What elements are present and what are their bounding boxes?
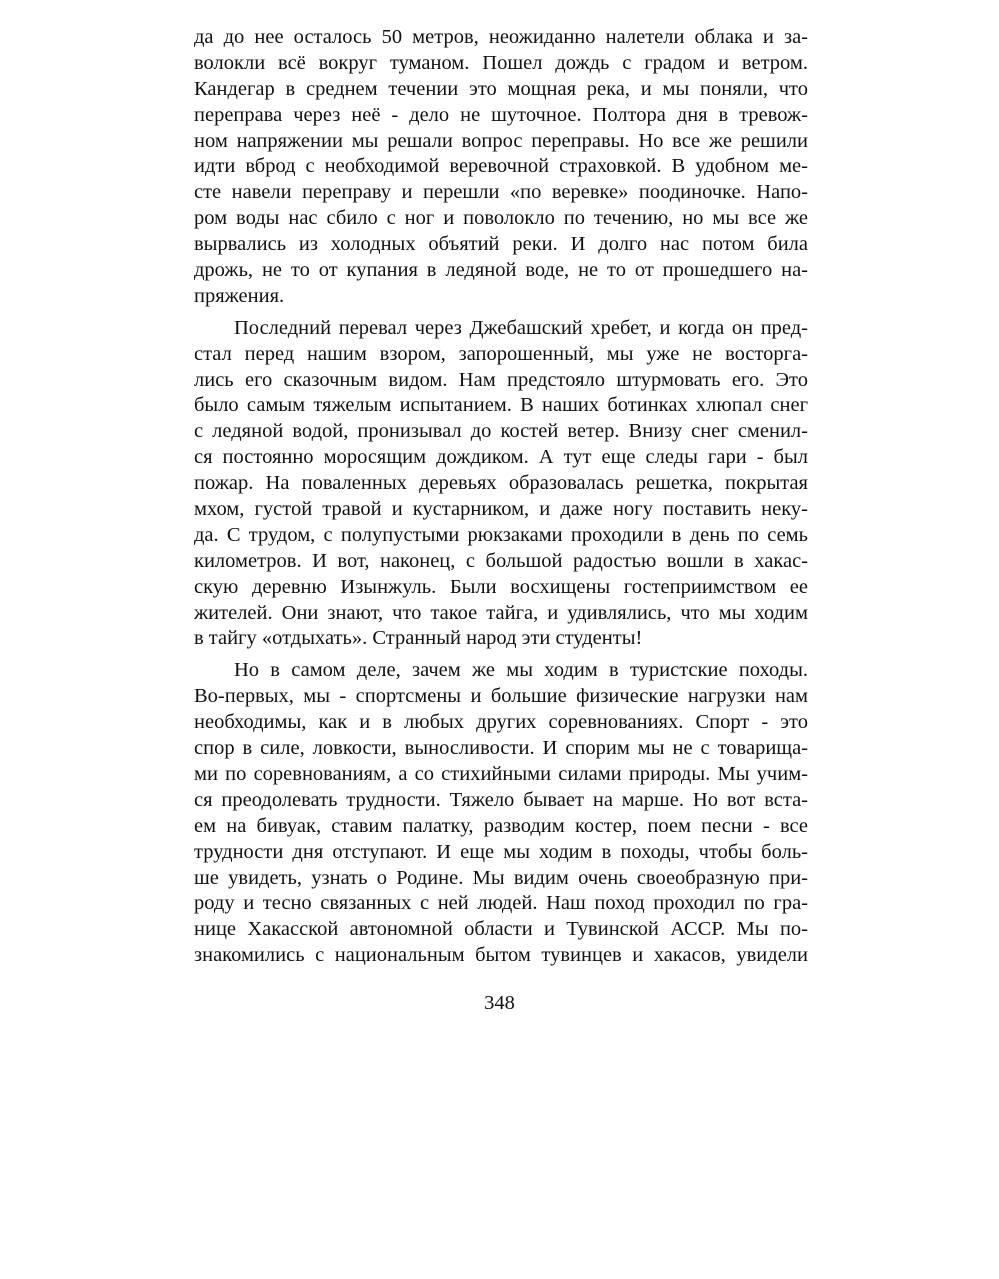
page-body xyxy=(194,25,808,969)
text-line: идти вброд с необходимой веревочной страховкой. В удобном ме- xyxy=(194,155,808,178)
text-line: Последний перевал через Джебашский хребет, и когда он пред- xyxy=(234,316,808,339)
text-line: жителей. Они знают, что такое тайга, и удивлялись, что мы ходим xyxy=(194,601,808,624)
text-line: пожар. На поваленных деревьях образовалась решетка, покрытая xyxy=(194,472,808,495)
text-line: стал перед нашим взором, запорошенный, мы уже не восторга- xyxy=(194,342,808,365)
text-line: необходимы, как и в любых других соревнованиях. Спорт - это xyxy=(194,711,808,734)
text-line: скую деревню Изынжуль. Были восхищены гостеприимством ее xyxy=(194,575,808,598)
text-line: спор в силе, ловкости, выносливости. И спорим мы не с товарища- xyxy=(194,737,808,760)
text-line: в тайгу «отдыхать». Странный народ эти студенты! xyxy=(194,627,643,650)
text-line: Во-первых, мы - спортсмены и большие физические нагрузки нам xyxy=(194,685,808,708)
text-line: ем на бивуак, ставим палатку, разводим костер, поем песни - все xyxy=(194,814,808,837)
text-line: сте навели переправу и перешли «по веревке» поодиночке. Напо- xyxy=(194,181,808,204)
text-line: ше увидеть, узнать о Родине. Мы видим очень своеобразную при- xyxy=(194,866,808,889)
text-line: пряжения. xyxy=(194,284,285,307)
text-line: да. С трудом, с полупустыми рюкзаками проходили в день по семь xyxy=(194,523,808,546)
text-line: ном напряжении мы решали вопрос переправы. Но все же решили xyxy=(194,129,808,152)
text-line: было самым тяжелым испытанием. В наших ботинках хлюпал снег xyxy=(194,394,808,417)
text-line: нице Хакасской автономной области и Тувинской АССР. Мы по- xyxy=(194,918,808,941)
text-line: лись его сказочным видом. Нам предстояло штурмовать его. Это xyxy=(194,368,808,391)
text-line: волокли всё вокруг туманом. Пошел дождь с градом и ветром. xyxy=(194,51,808,74)
text-line: ми по соревнованиям, а со стихийными силами природы. Мы учим- xyxy=(194,762,808,785)
text-line: переправа через неё - дело не шуточное. Полтора дня в тревож- xyxy=(194,103,808,126)
text-line: Но в самом деле, зачем же мы ходим в туристские походы. xyxy=(234,659,808,682)
text-line: дрожь, не то от купания в ледяной воде, не то от прошедшего на- xyxy=(194,259,808,282)
text-line: трудности дня отступают. И еще мы ходим в походы, чтобы боль- xyxy=(194,840,808,863)
paragraph-3 xyxy=(194,658,808,969)
text-line: Кандегар в среднем течении это мощная река, и мы поняли, что xyxy=(194,77,808,100)
paragraph-1 xyxy=(194,25,808,310)
text-line: с ледяной водой, пронизывал до костей ветер. Внизу снег сменил- xyxy=(194,420,808,443)
text-line: вырвались из холодных объятий реки. И долго нас потом била xyxy=(194,233,808,256)
text-line: ся преодолевать трудности. Тяжело бывает на марше. Но вот вста- xyxy=(194,788,808,811)
paragraph-2 xyxy=(194,316,808,653)
text-line: да до нее осталось 50 метров, неожиданно налетели облака и за- xyxy=(194,26,808,48)
text-line: ся постоянно моросящим дождиком. А тут еще следы гари - был xyxy=(194,446,808,469)
text-line: мхом, густой травой и кустарником, и даже ногу поставить неку- xyxy=(194,498,808,521)
page-number: 348 xyxy=(484,992,515,1014)
text-line: ром воды нас сбило с ног и поволокло по течению, но мы все же xyxy=(194,207,808,230)
text-line: роду и тесно связанных с ней людей. Наш поход проходил по гра- xyxy=(194,892,808,915)
text-line: знакомились с национальным бытом тувинцев и хакасов, увидели xyxy=(194,944,808,967)
text-line: километров. И вот, наконец, с большой радостью вошли в хакас- xyxy=(194,549,808,572)
